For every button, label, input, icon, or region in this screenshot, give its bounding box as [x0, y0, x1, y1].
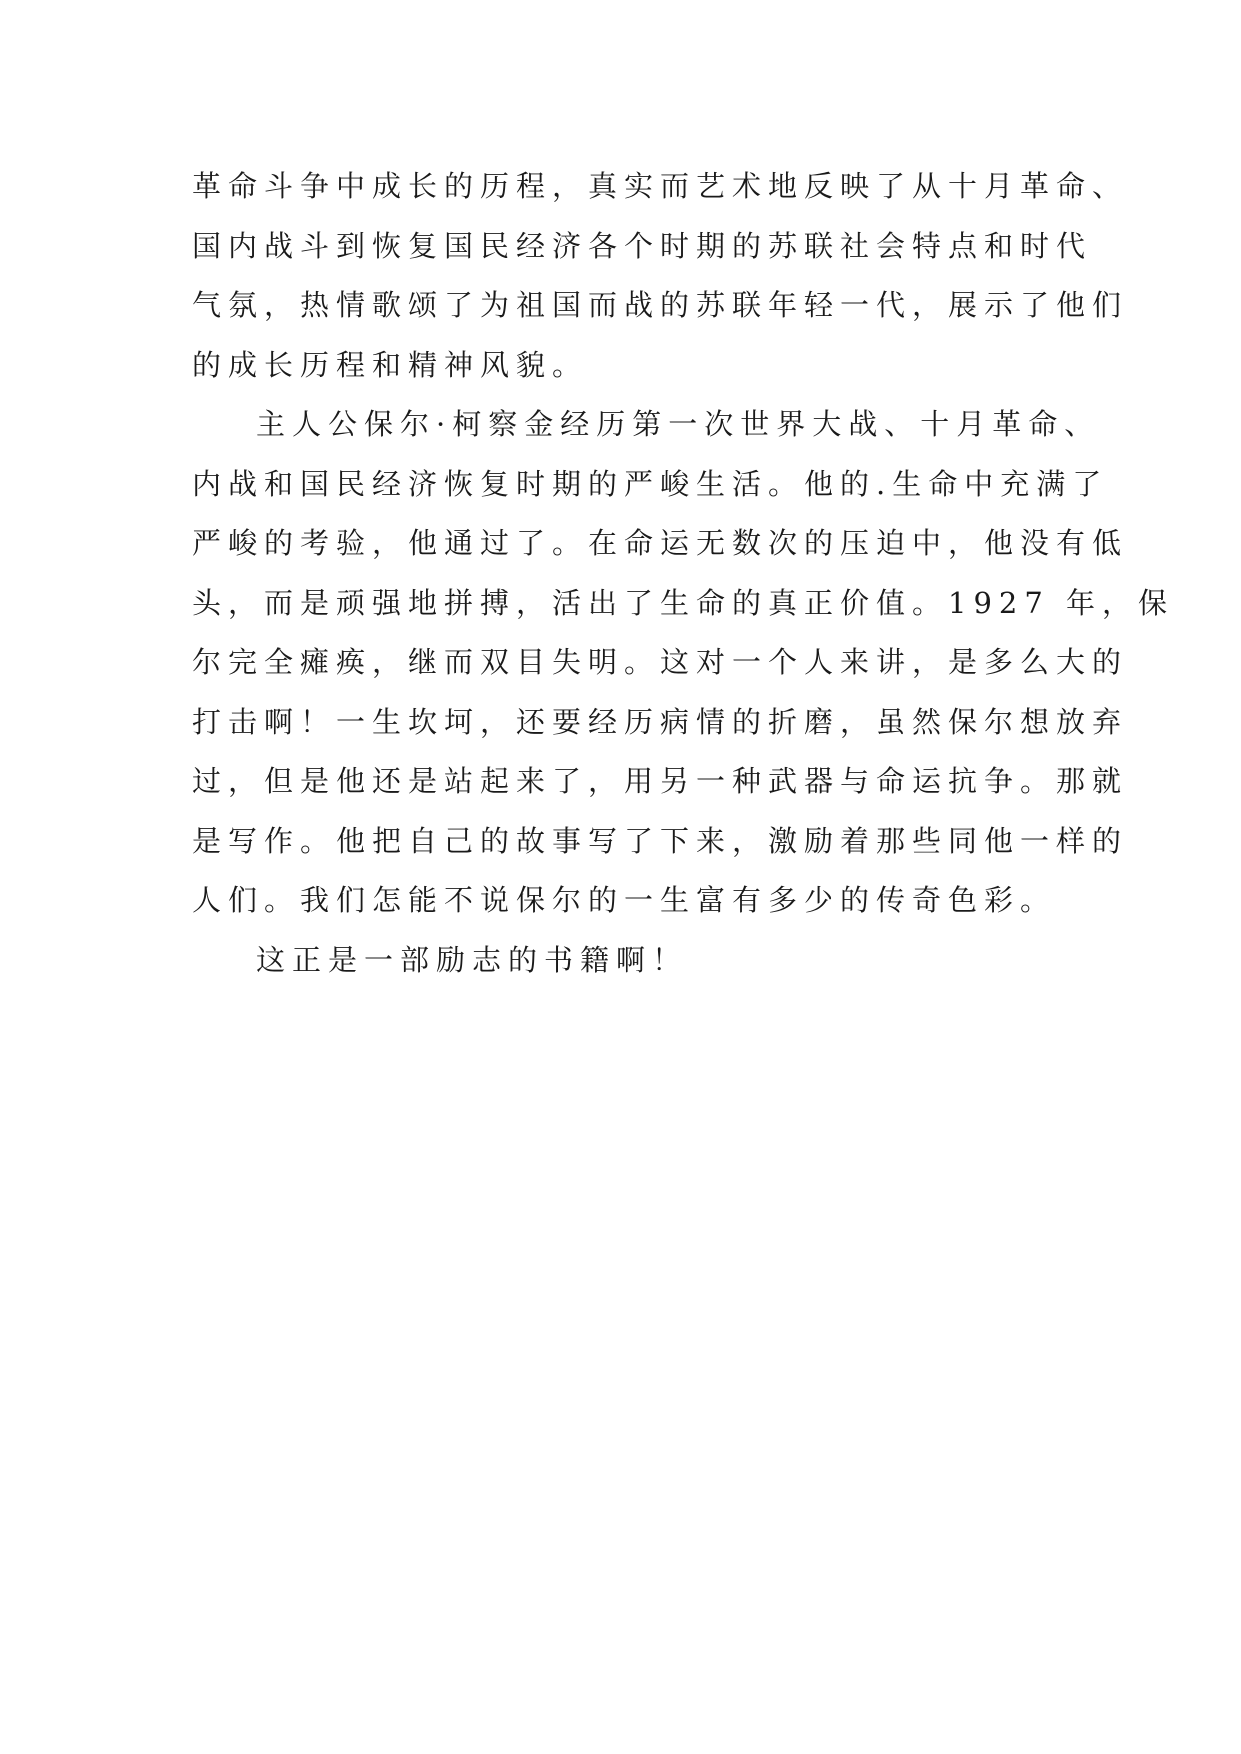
text-line: 是写作。他把自己的故事写了下来，激励着那些同他一样的 [192, 823, 1129, 858]
text-line: 过，但是他还是站起来了，用另一种武器与命运抗争。那就 [192, 764, 1129, 798]
text-line: 革命斗争中成长的历程，真实而艺术地反映了从十月革命、 [192, 169, 1129, 203]
text-line-paragraph-start: 主人公保尔·柯察金经历第一次世界大战、十月革命、 [256, 407, 1101, 441]
text-line: 气氛，热情歌颂了为祖国而战的苏联年轻一代，展示了他们 [192, 288, 1129, 322]
text-line: 内战和国民经济恢复时期的严峻生活。他的.生命中充满了 [192, 466, 1109, 501]
text-line: 人们。我们怎能不说保尔的一生富有多少的传奇色彩。 [192, 883, 1057, 917]
text-line: 头，而是顽强地拼搏，活出了生命的真正价值。1927 年，保 [192, 585, 1175, 620]
text-line-paragraph-start: 这正是一部励志的书籍啊！ [256, 942, 689, 977]
text-line: 打击啊！一生坎坷，还要经历病情的折磨，虽然保尔想放弃 [192, 704, 1129, 739]
body-text [192, 157, 1175, 990]
text-line: 的成长历程和精神风貌。 [192, 347, 589, 382]
text-line: 严峻的考验，他通过了。在命运无数次的压迫中，他没有低 [192, 526, 1129, 560]
text-line: 国内战斗到恢复国民经济各个时期的苏联社会特点和时代 [192, 228, 1093, 263]
text-line: 尔完全瘫痪，继而双目失明。这对一个人来讲，是多么大的 [192, 645, 1129, 679]
